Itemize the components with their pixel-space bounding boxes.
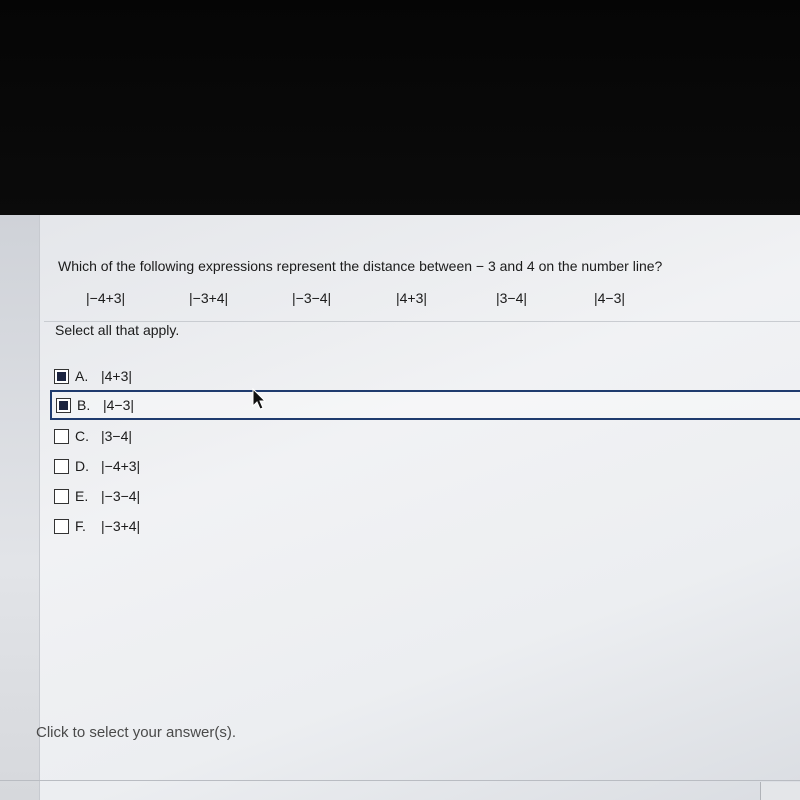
monitor-bezel — [0, 0, 800, 215]
option-letter: A. — [75, 368, 89, 384]
expression-list — [44, 290, 800, 320]
option-letter: E. — [75, 488, 89, 504]
checkbox-icon[interactable] — [54, 489, 69, 504]
expression-item: |4−3| — [594, 290, 626, 306]
footer-button[interactable] — [760, 782, 800, 800]
expression-item: |3−4| — [496, 290, 528, 306]
expression-item: |4+3| — [396, 290, 428, 306]
option-letter: D. — [75, 458, 89, 474]
answer-option-d[interactable] — [50, 453, 800, 479]
option-letter: F. — [75, 518, 86, 534]
answer-option-f[interactable] — [50, 513, 800, 539]
answer-hint: Click to select your answer(s). — [36, 724, 237, 741]
left-side-panel — [0, 215, 40, 800]
expression-item: |−4+3| — [86, 290, 126, 306]
checkbox-icon[interactable] — [54, 519, 69, 534]
question-text: Which of the following expressions represent the distance between − 3 and 4 on the number line? — [58, 258, 663, 274]
checkbox-icon[interactable] — [56, 398, 71, 413]
expression-item: |−3+4| — [189, 290, 229, 306]
answer-option-a[interactable] — [50, 363, 800, 389]
expression-item: |−3−4| — [292, 290, 332, 306]
option-letter: C. — [75, 428, 89, 444]
checkbox-icon[interactable] — [54, 369, 69, 384]
option-expression: |4−3| — [103, 397, 135, 413]
option-expression: |−4+3| — [101, 458, 141, 474]
answer-option-e[interactable] — [50, 483, 800, 509]
footer-divider — [0, 780, 800, 781]
answer-option-b[interactable] — [50, 390, 800, 420]
checkbox-icon[interactable] — [54, 429, 69, 444]
option-expression: |−3+4| — [101, 518, 141, 534]
option-expression: |3−4| — [101, 428, 133, 444]
instruction-text: Select all that apply. — [55, 322, 180, 338]
option-letter: B. — [77, 397, 91, 413]
option-expression: |4+3| — [101, 368, 133, 384]
option-expression: |−3−4| — [101, 488, 141, 504]
answer-option-c[interactable] — [50, 423, 800, 449]
checkbox-icon[interactable] — [54, 459, 69, 474]
